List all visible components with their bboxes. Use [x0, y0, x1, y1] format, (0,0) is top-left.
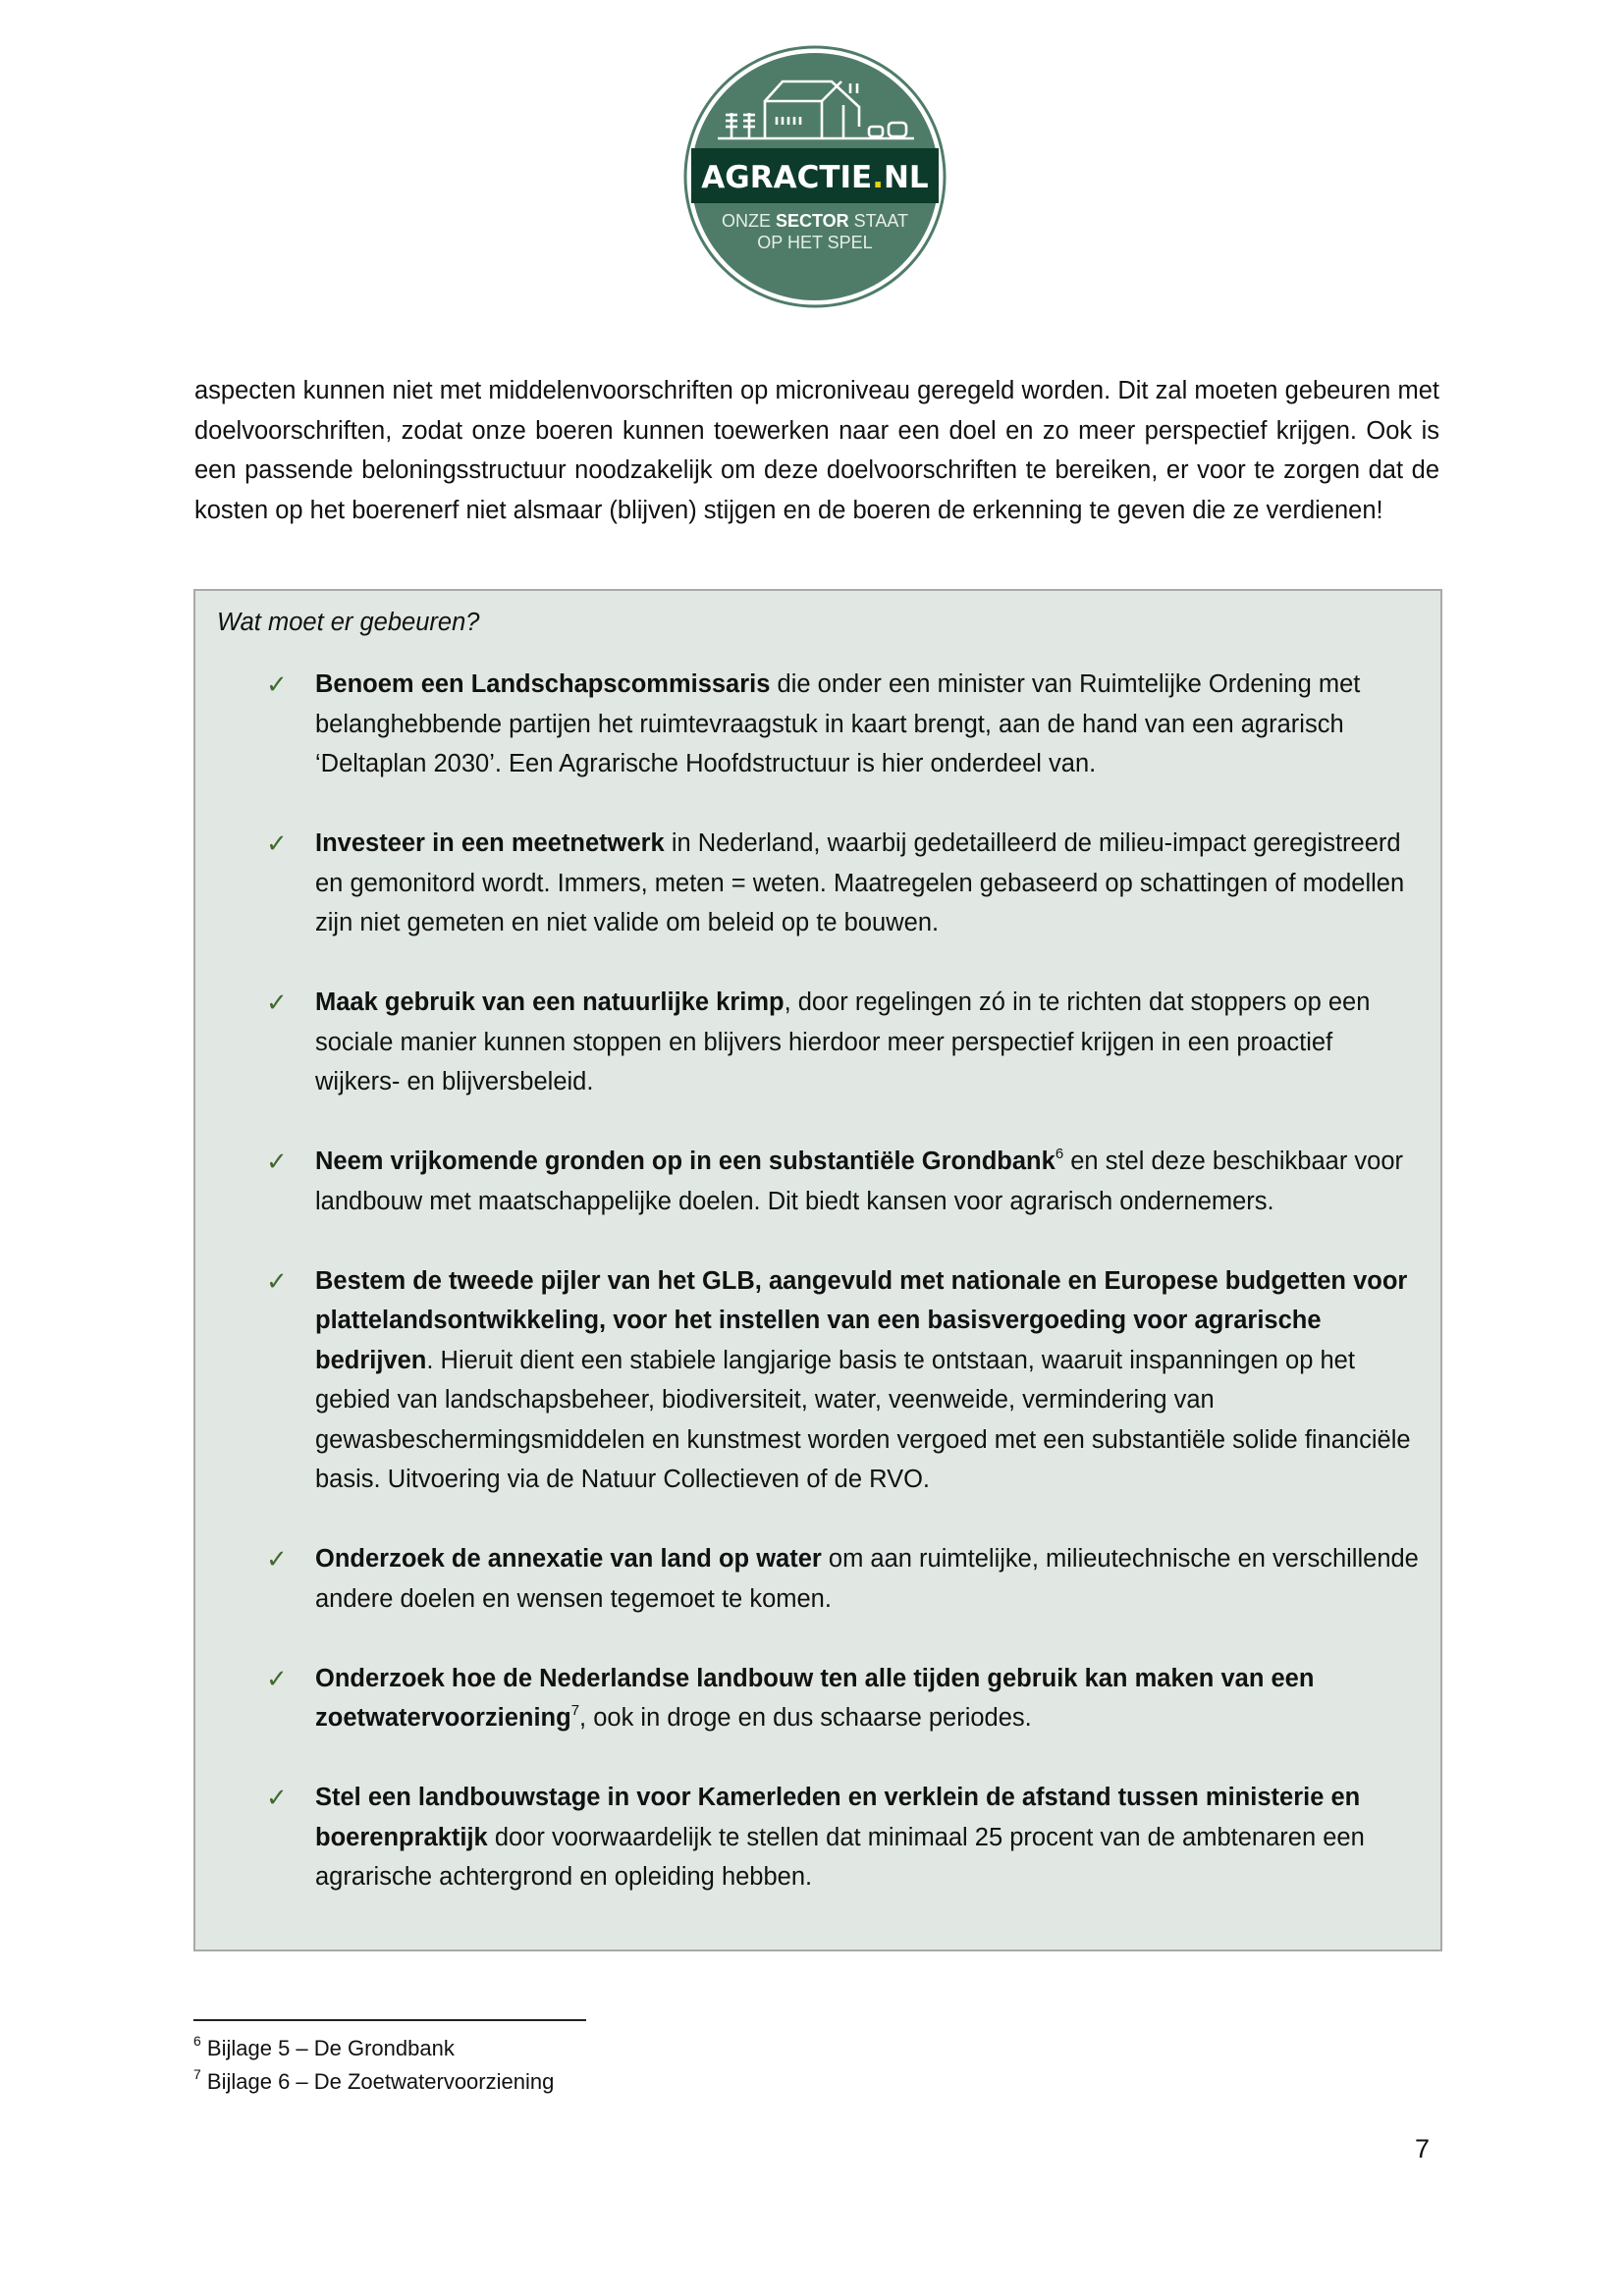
footnote-text: Bijlage 6 – De Zoetwatervoorziening	[200, 2069, 555, 2094]
item-text: en stel deze beschikbaar voor landbouw met maatschappelijke doelen. Dit biedt kansen voor agrarisch ondernemers.	[315, 1148, 1404, 1215]
list-item	[195, 983, 1440, 1102]
item-bold-text: Onderzoek hoe de Nederlandse landbouw ten alle tijden gebruik kan maken van een zoetwatervoorziening	[315, 1664, 1315, 1732]
item-text: , door regelingen zó in te richten dat stoppers op een sociale manier kunnen stoppen en blijvers hierdoor meer perspectief krijgen in een proactief wijkers- en blijversbeleid.	[315, 988, 1371, 1095]
item-text: , ook in droge en dus schaarse periodes.	[579, 1704, 1032, 1732]
check-icon: ✓	[266, 1544, 288, 1574]
footnote-text: Bijlage 5 – De Grondbank	[200, 2036, 455, 2060]
check-icon: ✓	[266, 1265, 288, 1296]
intro-paragraph: aspecten kunnen niet met middelenvoorschriften op microniveau geregeld worden. Dit zal moeten gebeuren met doelvoorschriften, zodat onze boeren kunnen toewerken naar een doel en zo meer perspectief krijgen. Ook is een passende beloningsstructuur noodzakelijk om deze doelvoorschriften te bereiken, er voor te zorgen dat de kosten op het boerenerf niet alsmaar (blijven) stijgen en de boeren de erkenning te geven die ze verdienen!	[194, 377, 1439, 524]
footnote-ref-7[interactable]: 7	[570, 1701, 580, 1719]
logo-badge-icon	[682, 44, 947, 309]
check-icon: ✓	[266, 1663, 288, 1693]
item-text: . Hieruit dient een stabiele langjarige basis te ontstaan, waaruit inspanningen op het gebied van landschapsbeheer, biodiversiteit, water, veenweide, vermindering van gewasbeschermingsmiddelen en kunstmest worden vergoed met een substantiële solide financiële basis. Uitvoering via de Natuur Collectieven of de RVO.	[315, 1346, 1411, 1493]
list-item	[195, 1778, 1440, 1897]
logo-brand-text: AGRACTIE.NL	[701, 160, 929, 195]
item-bold-text: Benoem een Landschapscommissaris	[315, 670, 771, 698]
logo-tagline-line2: OP HET SPEL	[757, 233, 873, 252]
footnote-separator	[193, 2019, 586, 2021]
check-icon: ✓	[266, 1147, 288, 1176]
page-number: 7	[1415, 2134, 1431, 2163]
check-icon: ✓	[266, 669, 288, 699]
box-title: Wat moet er gebeuren?	[217, 609, 480, 636]
item-bold-text: Stel een landbouwstage in voor Kamerleden en verklein de afstand tussen ministerie en boerenpraktijk	[315, 1784, 1361, 1851]
footnotes	[193, 2032, 554, 2099]
list-item	[195, 1142, 1440, 1221]
item-bold-text: Bestem de tweede pijler van het GLB, aangevuld met nationale en Europese budgetten voor plattelandsontwikkeling, voor het instellen van een basisvergoeding voor agrarische bedrijven	[315, 1266, 1408, 1374]
item-text: door voorwaardelijk te stellen dat minimaal 25 procent van de ambtenaren een agrarische achtergrond en opleiding hebben.	[315, 1823, 1365, 1891]
action-box	[193, 589, 1442, 1951]
item-bold-text: Onderzoek de annexatie van land op water	[315, 1545, 822, 1573]
logo-tagline-line1: ONZE SECTOR STAAT	[721, 211, 909, 231]
check-icon: ✓	[266, 828, 288, 858]
list-item	[195, 1539, 1440, 1619]
footnote-number: 6	[193, 2032, 201, 2049]
agractie-logo	[682, 44, 947, 309]
footnote-7	[193, 2065, 554, 2099]
item-bold-text: Investeer in een meetnetwerk	[315, 829, 665, 857]
footnote-number: 7	[193, 2065, 201, 2082]
check-icon: ✓	[266, 988, 288, 1017]
action-list	[195, 665, 1440, 1937]
item-bold-text: Maak gebruik van een natuurlijke krimp	[315, 988, 785, 1016]
footnote-ref-6[interactable]: 6	[1055, 1145, 1064, 1162]
list-item	[195, 665, 1440, 784]
list-item	[195, 1261, 1440, 1500]
item-text: om aan ruimtelijke, milieutechnische en verschillende andere doelen en wensen tegemoet te komen.	[315, 1545, 1419, 1613]
item-text: in Nederland, waarbij gedetailleerd de milieu-impact geregistreerd en gemonitord wordt. Immers, meten = weten. Maatregelen gebaseerd op schattingen of modellen zijn niet gemeten en niet valide om beleid op te bouwen.	[315, 829, 1405, 936]
list-item	[195, 824, 1440, 943]
check-icon: ✓	[266, 1783, 288, 1812]
item-bold-text: Neem vrijkomende gronden op in een substantiële Grondbank	[315, 1148, 1056, 1175]
footnote-6	[193, 2032, 554, 2065]
list-item	[195, 1659, 1440, 1738]
item-text: die onder een minister van Ruimtelijke Ordening met belanghebbende partijen het ruimtevraagstuk in kaart brengt, aan de hand van een agrarisch ‘Deltaplan 2030’. Een Agrarische Hoofdstructuur is hier onderdeel van.	[315, 670, 1361, 777]
